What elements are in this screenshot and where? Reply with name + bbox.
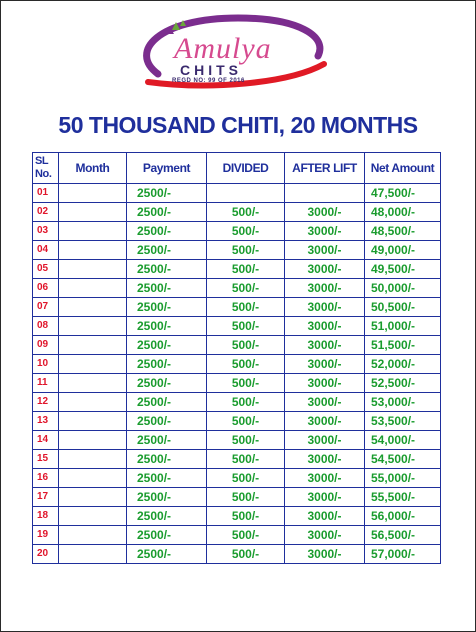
row-divided: 500/- [207,336,285,355]
row-after-lift: 3000/- [285,336,365,355]
table-row [33,298,441,317]
row-net-amount: 53,500/- [365,412,441,431]
row-month [59,488,127,507]
row-month [59,222,127,241]
row-month [59,431,127,450]
header-net-amount: Net Amount [365,153,441,184]
row-month [59,317,127,336]
row-divided: 500/- [207,412,285,431]
row-sl-no: 09 [33,336,59,355]
table-row [33,450,441,469]
row-after-lift: 3000/- [285,298,365,317]
table-row [33,431,441,450]
row-divided: 500/- [207,374,285,393]
row-sl-no: 03 [33,222,59,241]
row-sl-no: 19 [33,526,59,545]
row-sl-no: 07 [33,298,59,317]
table-row [33,279,441,298]
row-payment: 2500/- [127,469,207,488]
row-after-lift: 3000/- [285,488,365,507]
row-payment: 2500/- [127,412,207,431]
row-after-lift: 3000/- [285,355,365,374]
table-row [33,469,441,488]
row-net-amount: 57,000/- [365,545,441,564]
row-net-amount: 49,000/- [365,241,441,260]
header-sl-no-label: SL No. [35,155,52,180]
row-divided [207,184,285,203]
row-divided: 500/- [207,203,285,222]
table-row [33,526,441,545]
table-row [33,317,441,336]
row-sl-no: 05 [33,260,59,279]
row-sl-no: 14 [33,431,59,450]
row-payment: 2500/- [127,241,207,260]
row-sl-no: 13 [33,412,59,431]
table-row [33,545,441,564]
row-net-amount: 53,000/- [365,393,441,412]
row-divided: 500/- [207,393,285,412]
row-after-lift: 3000/- [285,431,365,450]
row-net-amount: 47,500/- [365,184,441,203]
row-payment: 2500/- [127,393,207,412]
row-sl-no: 01 [33,184,59,203]
row-month [59,298,127,317]
row-month [59,545,127,564]
row-net-amount: 56,000/- [365,507,441,526]
row-after-lift: 3000/- [285,374,365,393]
row-payment: 2500/- [127,488,207,507]
row-divided: 500/- [207,488,285,507]
row-month [59,336,127,355]
row-net-amount: 48,000/- [365,203,441,222]
row-payment: 2500/- [127,450,207,469]
header-payment: Payment [127,153,207,184]
row-divided: 500/- [207,545,285,564]
table-row [33,203,441,222]
row-after-lift: 3000/- [285,526,365,545]
row-net-amount: 50,000/- [365,279,441,298]
row-payment: 2500/- [127,355,207,374]
logo-registration: REGD NO: 99 OF 2016 [172,78,245,84]
table-row [33,260,441,279]
row-month [59,412,127,431]
row-divided: 500/- [207,431,285,450]
row-net-amount: 49,500/- [365,260,441,279]
row-net-amount: 52,000/- [365,355,441,374]
row-sl-no: 20 [33,545,59,564]
row-net-amount: 50,500/- [365,298,441,317]
row-divided: 500/- [207,317,285,336]
row-sl-no: 08 [33,317,59,336]
logo-brand: Amulya [174,32,272,65]
row-net-amount: 51,500/- [365,336,441,355]
row-payment: 2500/- [127,507,207,526]
row-payment: 2500/- [127,279,207,298]
row-net-amount: 54,000/- [365,431,441,450]
row-net-amount: 54,500/- [365,450,441,469]
row-after-lift [285,184,365,203]
row-after-lift: 3000/- [285,393,365,412]
row-month [59,184,127,203]
row-sl-no: 16 [33,469,59,488]
row-after-lift: 3000/- [285,279,365,298]
row-payment: 2500/- [127,184,207,203]
row-divided: 500/- [207,241,285,260]
row-divided: 500/- [207,260,285,279]
row-payment: 2500/- [127,203,207,222]
row-after-lift: 3000/- [285,469,365,488]
row-sl-no: 17 [33,488,59,507]
row-after-lift: 3000/- [285,222,365,241]
row-divided: 500/- [207,469,285,488]
row-sl-no: 10 [33,355,59,374]
row-month [59,203,127,222]
table-row [33,412,441,431]
row-payment: 2500/- [127,298,207,317]
row-payment: 2500/- [127,545,207,564]
row-month [59,374,127,393]
row-sl-no: 18 [33,507,59,526]
row-divided: 500/- [207,222,285,241]
row-after-lift: 3000/- [285,507,365,526]
row-net-amount: 56,500/- [365,526,441,545]
row-month [59,241,127,260]
table-row [33,488,441,507]
table-row [33,222,441,241]
row-month [59,279,127,298]
row-month [59,469,127,488]
row-net-amount: 55,500/- [365,488,441,507]
row-net-amount: 52,500/- [365,374,441,393]
row-payment: 2500/- [127,526,207,545]
row-sl-no: 02 [33,203,59,222]
header-month: Month [59,153,127,184]
page-title: 50 THOUSAND CHITI, 20 MONTHS [58,112,418,138]
table-row [33,393,441,412]
row-month [59,355,127,374]
row-month [59,393,127,412]
row-payment: 2500/- [127,260,207,279]
row-payment: 2500/- [127,336,207,355]
row-sl-no: 06 [33,279,59,298]
table-row [33,184,441,203]
row-divided: 500/- [207,526,285,545]
row-month [59,260,127,279]
logo-subtitle: CHITS [180,62,242,78]
row-month [59,526,127,545]
table-row [33,374,441,393]
table-row [33,507,441,526]
row-payment: 2500/- [127,222,207,241]
row-after-lift: 3000/- [285,203,365,222]
row-after-lift: 3000/- [285,317,365,336]
row-after-lift: 3000/- [285,450,365,469]
table-row [33,336,441,355]
row-after-lift: 3000/- [285,260,365,279]
row-divided: 500/- [207,507,285,526]
row-sl-no: 12 [33,393,59,412]
table-row [33,355,441,374]
row-sl-no: 04 [33,241,59,260]
row-after-lift: 3000/- [285,545,365,564]
row-sl-no: 15 [33,450,59,469]
row-payment: 2500/- [127,431,207,450]
row-net-amount: 51,000/- [365,317,441,336]
chit-schedule-table [32,152,441,564]
amulya-chits-logo [128,12,328,90]
row-month [59,507,127,526]
row-divided: 500/- [207,279,285,298]
row-payment: 2500/- [127,374,207,393]
header-after-lift: AFTER LIFT [285,153,365,184]
row-net-amount: 55,000/- [365,469,441,488]
row-payment: 2500/- [127,317,207,336]
row-divided: 500/- [207,450,285,469]
row-divided: 500/- [207,298,285,317]
header-sl-no [33,153,59,184]
table-row [33,241,441,260]
table-header-row [33,153,441,184]
header-divided: DIVIDED [207,153,285,184]
row-month [59,450,127,469]
row-after-lift: 3000/- [285,412,365,431]
row-divided: 500/- [207,355,285,374]
row-net-amount: 48,500/- [365,222,441,241]
row-after-lift: 3000/- [285,241,365,260]
row-sl-no: 11 [33,374,59,393]
